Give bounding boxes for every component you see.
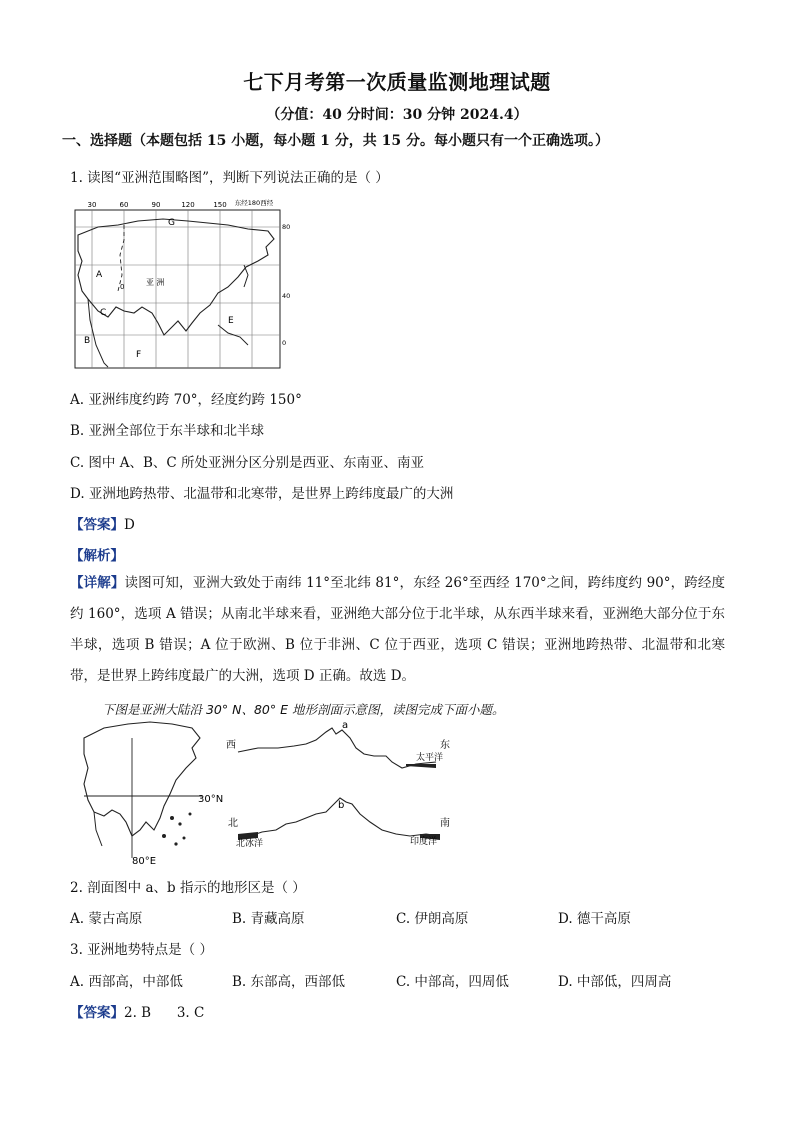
question-1-stem: 1. 读图“亚洲范围略图”，判断下列说法正确的是（ ）: [70, 170, 389, 186]
q1-option-b[interactable]: B. 亚洲全部位于东半球和北半球: [70, 423, 265, 439]
profile-arctic: 北冰洋: [236, 839, 264, 849]
detail-label: 【详解】: [70, 575, 125, 591]
section-heading: 一、选择题（本题包括 15 小题，每小题 1 分，共 15 分。每小题只有一个正确选项。）: [62, 133, 609, 149]
q1-answer: [70, 513, 135, 533]
map-lon-180: 东经180西经: [234, 199, 274, 207]
asia-profile-figure: [80, 718, 470, 866]
q1-option-c[interactable]: C. 图中 A、B、C 所处亚洲分区分别是西亚、东南亚、南亚: [70, 455, 425, 471]
map-lon-90: 90: [151, 201, 161, 209]
group2-intro: 下图是亚洲大陆沿 30° N、80° E 地形剖面示意图，读图完成下面小题。: [102, 702, 505, 717]
map-lat-40: 40: [282, 292, 291, 300]
q2-option-a[interactable]: A. 蒙古高原: [70, 911, 143, 927]
detail-text: 读图可知，亚洲大致处于南纬 11°至北纬 81°，东经 26°至西经 170°之间，跨纬度约 90°，跨经度约 160°，选项 A 错误；从南北半球来看，亚洲绝大部分位于北半球，从东西半球来看，亚洲绝大部分位于东半球，选项 B 错误；A 位于欧洲、B 位于非洲、C 位于西亚，选项 C 错误；亚洲地跨热带、北温带和北寒带，是世界上跨纬度最广的大洲，选项 D 正确。故选 D。: [70, 575, 726, 684]
profile-peak-b: b: [338, 800, 345, 811]
map-lon-120: 120: [181, 201, 195, 209]
profile-east: 东: [440, 740, 450, 751]
page-title: 七下月考第一次质量监测地理试题: [243, 70, 551, 94]
profile-south: 南: [440, 818, 450, 829]
map-label-c: C: [100, 308, 107, 318]
profile-west: 西: [226, 740, 236, 751]
map-lat-80: 80: [282, 223, 291, 231]
q2-option-b[interactable]: B. 青藏高原: [232, 911, 305, 927]
profile-north: 北: [228, 818, 238, 829]
profile-pacific: 太平洋: [416, 753, 444, 763]
q1-analysis-label: 【解析】: [70, 548, 124, 564]
map-lon-60: 60: [119, 201, 129, 209]
q3-option-d[interactable]: D. 中部低，四周高: [558, 974, 672, 990]
map-label-a: A: [96, 270, 103, 280]
map-lon-30: 30: [87, 201, 97, 209]
question-3-stem: 3. 亚洲地势特点是（ ）: [70, 942, 213, 958]
map-label-e: E: [228, 316, 234, 326]
q2-option-d[interactable]: D. 德干高原: [558, 911, 631, 927]
answers-values: 2. B 3. C: [124, 1005, 205, 1021]
q2-option-c[interactable]: C. 伊朗高原: [396, 911, 469, 927]
answer-label: 【答案】: [70, 517, 124, 533]
answers-label: 【答案】: [70, 1005, 124, 1021]
map-lon-150: 150: [213, 201, 227, 209]
map-zero-label: 0: [120, 283, 125, 291]
map-continent-label: 亚 洲: [146, 278, 165, 287]
map-lat-0: 0: [282, 339, 287, 347]
answers-2-3: [70, 1001, 204, 1021]
map-label-b: B: [84, 336, 91, 346]
q3-option-b[interactable]: B. 东部高，西部低: [232, 974, 346, 990]
q1-detail: [70, 568, 725, 692]
page-subtitle: （分值：40 分时间：30 分钟 2024.4）: [266, 107, 528, 123]
asia-range-map: [68, 195, 293, 375]
map-label-g: G: [168, 218, 175, 228]
map-label-f: F: [136, 350, 142, 360]
profile-peak-a: a: [342, 720, 349, 731]
profile-lon-label: 80°E: [132, 856, 157, 866]
q3-option-c[interactable]: C. 中部高，四周低: [396, 974, 509, 990]
q1-option-d[interactable]: D. 亚洲地跨热带、北温带和北寒带，是世界上跨纬度最广的大洲: [70, 486, 454, 502]
profile-lat-label: 30°N: [198, 794, 224, 805]
profile-indian: 印度洋: [410, 837, 438, 847]
question-2-stem: 2. 剖面图中 a、b 指示的地形区是（ ）: [70, 880, 306, 896]
answer-value: D: [124, 517, 135, 533]
q3-option-a[interactable]: A. 西部高，中部低: [70, 974, 183, 990]
q1-option-a[interactable]: A. 亚洲纬度约跨 70°，经度约跨 150°: [70, 392, 302, 408]
